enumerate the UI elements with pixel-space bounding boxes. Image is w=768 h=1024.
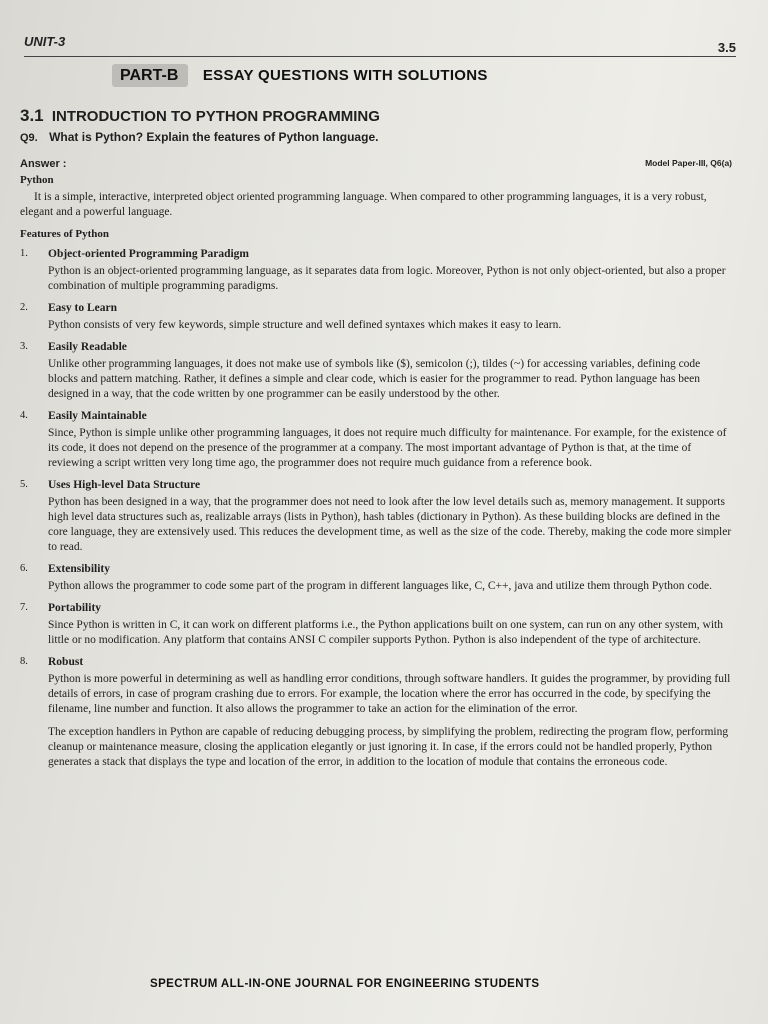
feature-number: 6. xyxy=(20,563,28,574)
section-heading xyxy=(20,106,732,126)
feature-description: Python consists of very few keywords, simple structure and well defined syntaxes which makes it easy to learn. xyxy=(48,319,562,331)
feature-title: Portability xyxy=(48,602,102,614)
answer-row xyxy=(20,154,732,170)
answer-label: Answer : xyxy=(20,158,67,170)
part-heading xyxy=(112,64,488,92)
question-number: Q9. xyxy=(20,132,38,144)
feature-item xyxy=(20,602,732,648)
feature-number: 7. xyxy=(20,602,28,613)
features-list xyxy=(20,248,732,770)
feature-number: 2. xyxy=(20,302,28,313)
question-text: What is Python? Explain the features of Python language. xyxy=(49,130,379,144)
model-paper-reference: Model Paper-III, Q6(a) xyxy=(645,158,732,168)
python-heading: Python xyxy=(20,174,54,186)
feature-item xyxy=(20,410,732,471)
feature-description: Python is an object-oriented programming language, as it separates data from logic. Moreover, Python is not only object-oriented, but also a proper combination of multiple programming paradigms. xyxy=(48,265,726,292)
feature-heading xyxy=(20,479,732,491)
unit-label: UNIT-3 xyxy=(24,34,66,49)
feature-heading xyxy=(20,602,732,614)
part-title: ESSAY QUESTIONS WITH SOLUTIONS xyxy=(202,67,488,84)
header-rule xyxy=(24,56,736,57)
feature-heading xyxy=(20,656,732,668)
feature-description: Python is more powerful in determining as well as handling error conditions, through software handlers. It guides the programmer, by providing full details of errors, in case of program crashing due to errors. For example, the location where the error has occurred in the code, by specifying the filename, line number and function. It also allows the programmer to take an action for the elimination of the error. xyxy=(48,673,731,715)
feature-title: Easily Maintainable xyxy=(48,410,147,422)
part-label: PART-B xyxy=(112,64,188,87)
feature-description: Since Python is written in C, it can work on different platforms i.e., the Python applications built on one system, can run on any other system, with little or no modification. Any platform that contains ANSI C compiler supports Python. Python is also independent of the type of architecture. xyxy=(48,619,723,646)
question xyxy=(20,130,732,144)
feature-description: Unlike other programming languages, it does not make use of symbols like ($), semicolon (;), tildes (~) for accessing variables, defining code blocks and pattern matching. Rather, it defines a simple and clear code, which is easier for the programmer to read. Python language has been designed in a way, that the code written by one programmer can be easily understood by the other. xyxy=(48,358,701,400)
feature-number: 1. xyxy=(20,248,28,259)
feature-title: Uses High-level Data Structure xyxy=(48,479,201,491)
page-header xyxy=(24,30,736,58)
page-footer: SPECTRUM ALL-IN-ONE JOURNAL FOR ENGINEERING STUDENTS xyxy=(150,978,540,990)
feature-number: 4. xyxy=(20,410,28,421)
feature-heading xyxy=(20,563,732,575)
python-intro: It is a simple, interactive, interpreted object oriented programming language. When compared to other programming languages, it is a very robust, elegant and a powerful language. xyxy=(20,191,707,218)
feature-item xyxy=(20,248,732,294)
feature-number: 8. xyxy=(20,656,28,667)
feature-heading xyxy=(20,302,732,314)
feature-title: Easily Readable xyxy=(48,341,127,353)
feature-title: Extensibility xyxy=(48,563,110,575)
page-number: 3.5 xyxy=(717,40,736,55)
feature-heading xyxy=(20,341,732,353)
feature-title: Object-oriented Programming Paradigm xyxy=(48,248,249,260)
feature-item xyxy=(20,563,732,594)
feature-item xyxy=(20,479,732,555)
feature-description: The exception handlers in Python are capable of reducing debugging process, by simplifying the problem, redirecting the program flow, performing cleanup or maintenance measure, closing the application elegantly or just ignoring it. In case, if the errors could not be handled properly, Python generates a stack that displays the type and location of the error, in addition to the location of module that contains the erroneous code. xyxy=(48,726,729,768)
feature-item xyxy=(20,302,732,333)
feature-item xyxy=(20,656,732,770)
feature-description: Python has been designed in a way, that the programmer does not need to look after the low level details such as, memory management. It supports high level data structures such as, realizable arrays (lists in Python), hash tables (dictionary in Python). As these building blocks are defined in the core language, they are extensively used. This reduces the development time, as well as the size of the code. Thereby, making the code more simpler to read. xyxy=(48,496,732,553)
section-number: 3.1 xyxy=(20,106,44,125)
feature-number: 3. xyxy=(20,341,28,352)
page-content xyxy=(20,100,732,770)
feature-description: Python allows the programmer to code some part of the program in different languages like, C, C++, java and utilize them through Python code. xyxy=(48,580,712,592)
feature-description: Since, Python is simple unlike other programming languages, it does not require much difficulty for maintenance. For example, for the existence of its code, it does not depend on the presence of the programmer at a company. The most important advantage of Python is that, at the time of reviewing a script written very long time ago, the programmer does not require much guidance from a reference book. xyxy=(48,427,727,469)
features-heading: Features of Python xyxy=(20,228,110,240)
feature-heading xyxy=(20,248,732,260)
section-title: INTRODUCTION TO PYTHON PROGRAMMING xyxy=(51,108,380,125)
feature-heading xyxy=(20,410,732,422)
feature-number: 5. xyxy=(20,479,28,490)
feature-item xyxy=(20,341,732,402)
feature-title: Robust xyxy=(48,656,84,668)
feature-title: Easy to Learn xyxy=(48,302,117,314)
